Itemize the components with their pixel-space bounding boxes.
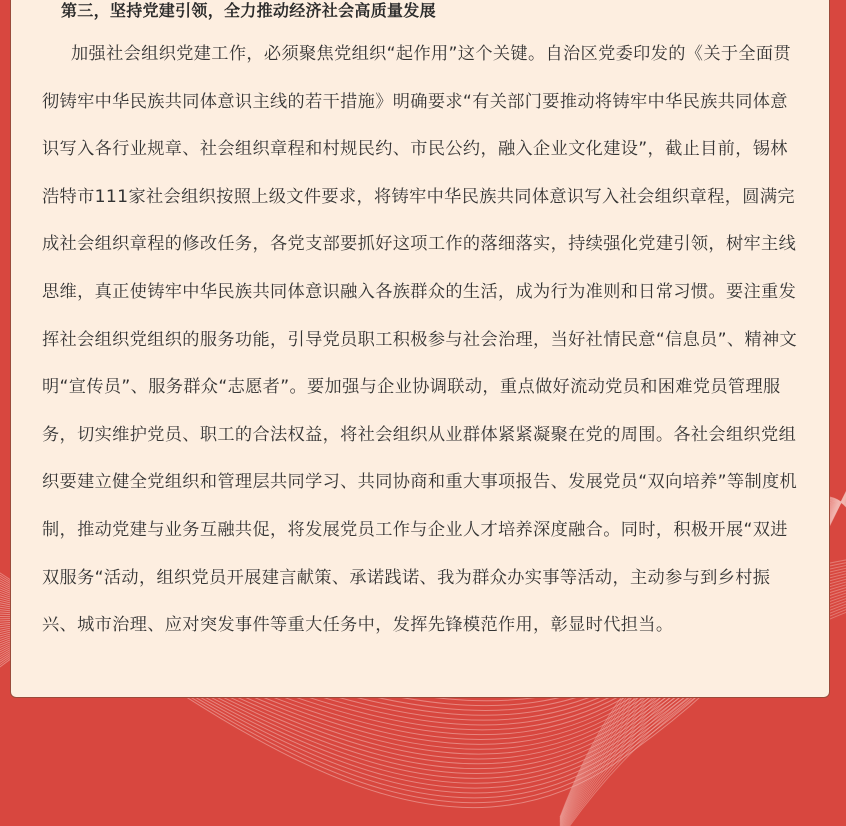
paragraph-line: 浩特市111家社会组织按照上级文件要求，将铸牢中华民族共同体意识写入社会组织章程，圆满完: [42, 186, 795, 207]
article-body: [42, 43, 832, 662]
paragraph-line: 识写入各行业规章、社会组织章程和村规民约、市民公约，融入企业文化建设”，截止目前，锡林: [42, 139, 788, 160]
paragraph-line: 兴、城市治理、应对突发事件等重大任务中，发挥先锋模范作用，彰显时代担当。: [42, 615, 674, 636]
paragraph-line: 成社会组织章程的修改任务，各党支部要抓好这项工作的落细落实，持续强化党建引领，树牢主线: [42, 234, 797, 255]
paragraph-line: 加强社会组织党建工作，必须聚焦党组织“起作用”这个关键。自治区党委印发的《关于全面贯: [71, 44, 792, 64]
paragraph-line: 思维，真正使铸牢中华民族共同体意识融入各族群众的生活，成为行为准则和日常习惯。要注重发: [42, 281, 797, 302]
paragraph-line: 彻铸牢中华民族共同体意识主线的若干措施》明确要求“有关部门要推动将铸牢中华民族共同体意: [42, 91, 788, 112]
paragraph-line: 务，切实维护党员、职工的合法权益，将社会组织从业群体紧紧凝聚在党的周围。各社会组织党组: [42, 424, 797, 445]
paragraph-line: 挥社会组织党组织的服务功能，引导党员职工积极参与社会治理，当好社情民意“信息员”、精神文: [42, 329, 798, 350]
section-heading: 第三，坚持党建引领，全力推动经济社会高质量发展: [61, 1, 436, 20]
paragraph-line: 明“宣传员”、服务群众“志愿者”。要加强与企业协调联动，重点做好流动党员和困难党员管理服: [42, 377, 781, 398]
paragraph-line: 制，推动党建与业务互融共促，将发展党员工作与企业人才培养深度融合。同时，积极开展“双进: [42, 519, 788, 540]
paragraph-line: 双服务“活动，组织党员开展建言献策、承诺践诺、我为群众办实事等活动，主动参与到乡村振: [42, 567, 771, 588]
paragraph-line: 织要建立健全党组织和管理层共同学习、共同协商和重大事项报告、发展党员“双向培养”等制度机: [42, 472, 798, 493]
article-card: [10, 0, 830, 698]
